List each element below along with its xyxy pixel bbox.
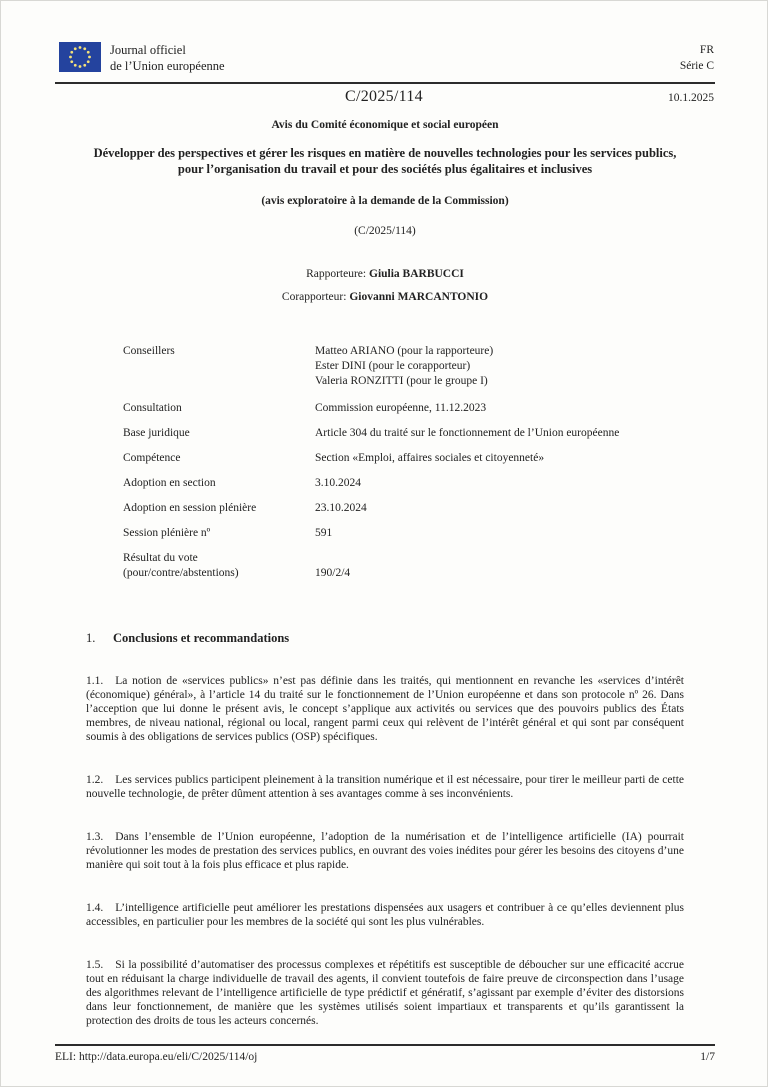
- page-number: 1/7: [700, 1051, 715, 1063]
- series-label: Série C: [679, 59, 714, 72]
- journal-title-line1: Journal officiel: [110, 43, 186, 57]
- section-heading-text: Conclusions et recommandations: [113, 631, 290, 645]
- front-matter: [86, 118, 684, 303]
- metadata-table: [123, 344, 683, 591]
- table-row: [123, 401, 683, 416]
- paragraph-number: 1.2.: [86, 774, 104, 786]
- paragraph-text: Si la possibilité d’automatiser des processus complexes et répétitifs est susceptible de déboucher sur une efficacité accrue tout en réduisant la charge individuelle de travail des agents, il convient toutefois de faire preuve de circonspection dans l’usage des algorithmes relevant de l’intelligence artificielle de type prédictif et génératif, s’agissant par exemple d’éviter des distorsions dans leur fonctionnement, de manière que les systèmes utilisés soient impartiaux et transparents et qu’ils garantissent la protection des droits de tous les acteurs concernés.: [86, 959, 684, 1027]
- header-divider: [55, 82, 715, 84]
- paragraph-1-4: [86, 901, 684, 929]
- paragraph-text: La notion de «services publics» n’est pas définie dans les traités, qui mentionnent en revanche les «services d’intérêt (économique) général», à l’article 14 du traité sur le fonctionnement de l’Union européenne et dans son protocole nº 26. Dans l’acception que lui donne le présent avis, le concept s’applique aux activités ou services que des pouvoirs publics des États membres, de niveau national, régional ou local, rangent parmi ceux qui relèvent de l’intérêt général et qui sont par conséquent soumis à des obligations de services publics (OSP) spécifiques.: [86, 675, 684, 743]
- table-row: [123, 476, 683, 491]
- meta-label: Adoption en session plénière: [123, 502, 257, 514]
- meta-label: Conseillers: [123, 345, 175, 357]
- journal-title-line2: de l’Union européenne: [110, 58, 225, 73]
- paragraph-1-3: [86, 830, 684, 872]
- issuing-body: Avis du Comité économique et social européen: [271, 119, 499, 131]
- paragraph-text: Les services publics participent pleinement à la transition numérique et il est nécessaire, pour tirer le meilleur parti de cette nouvelle technologie, de prêter dûment attention à ses avantages comme à ses inconvénients.: [86, 774, 684, 800]
- paragraph-number: 1.4.: [86, 902, 104, 914]
- paragraph-1-2: [86, 773, 684, 801]
- journal-title: [110, 43, 225, 74]
- paragraph-text: Dans l’ensemble de l’Union européenne, l’adoption de la numérisation et de l’intelligence artificielle (IA) pourrait révolutionner les modes de prestation des services publics, en ouvrant des voies inédites pour gérer les besoins des citoyens d’une manière qui soit tout à la fois plus efficace et plus rapide.: [86, 831, 684, 871]
- paragraph-number: 1.5.: [86, 959, 104, 971]
- meta-value: [315, 344, 683, 389]
- page-footer: [55, 1051, 715, 1063]
- table-row: [123, 526, 683, 541]
- document-title: Développer des perspectives et gérer les risques en matière de nouvelles technologies pour les services publics, pour l’organisation du travail et pour des sociétés plus égalitaires et inclusives: [93, 146, 677, 176]
- meta-value: 190/2/4: [315, 567, 351, 579]
- paragraph-number: 1.3.: [86, 831, 104, 843]
- table-row: [123, 426, 683, 441]
- meta-label: Consultation: [123, 402, 182, 414]
- table-row: [123, 451, 683, 466]
- conseiller-line: Matteo ARIANO (pour la rapporteure): [315, 345, 494, 357]
- meta-value: 591: [315, 527, 333, 539]
- language-code: FR: [699, 44, 714, 56]
- meta-label: Compétence: [123, 452, 181, 464]
- footer-divider: [55, 1044, 715, 1046]
- document-subtitle: (avis exploratoire à la demande de la Commission): [261, 195, 509, 207]
- conseiller-line: Ester DINI (pour le corapporteur): [315, 360, 471, 372]
- document-number: C/2025/114: [345, 88, 423, 105]
- corapporteur-label: Corapporteur:: [281, 291, 347, 303]
- paragraph-text: L’intelligence artificielle peut améliorer les prestations dispensées aux usagers et contribuer à ce qu’elles deviennent plus accessibles, en particulier pour les membres de la société qui sont les plus vulnérables.: [86, 902, 684, 928]
- paragraph-1-1: [86, 674, 684, 744]
- meta-label: Session plénière nº: [123, 527, 211, 539]
- meta-label: Adoption en section: [123, 477, 216, 489]
- meta-label: Base juridique: [123, 427, 190, 439]
- corapporteur-line: [86, 291, 684, 303]
- conseiller-line: Valeria RONZITTI (pour le groupe I): [315, 375, 488, 387]
- section-heading-number: 1.: [86, 631, 96, 645]
- meta-value: 23.10.2024: [315, 502, 367, 514]
- section-heading: [86, 631, 684, 646]
- meta-value: Section «Emploi, affaires sociales et citoyenneté»: [315, 452, 545, 464]
- header-language-series: [680, 43, 714, 74]
- rapporteur-label: Rapporteure:: [306, 268, 367, 280]
- eli-link[interactable]: ELI: http://data.europa.eu/eli/C/2025/114/oj: [55, 1051, 258, 1063]
- corapporteur-name: Giovanni MARCANTONIO: [349, 291, 489, 303]
- table-row: [123, 501, 683, 516]
- meta-value: Article 304 du traité sur le fonctionnement de l’Union européenne: [315, 427, 620, 439]
- paragraph-1-5: [86, 958, 684, 1028]
- document-reference: (C/2025/114): [354, 225, 416, 237]
- eu-flag-logo: [59, 42, 101, 72]
- section-conclusions: [86, 631, 684, 1040]
- paragraph-number: 1.1.: [86, 675, 104, 687]
- meta-value: 3.10.2024: [315, 477, 361, 489]
- publication-date: 10.1.2025: [668, 92, 714, 104]
- table-row: [123, 551, 683, 581]
- meta-value: Commission européenne, 11.12.2023: [315, 402, 487, 414]
- table-row: [123, 344, 683, 389]
- rapporteur-line: [86, 268, 684, 280]
- meta-label: Résultat du vote (pour/contre/abstentions): [123, 552, 239, 579]
- rapporteur-name: Giulia BARBUCCI: [369, 268, 464, 280]
